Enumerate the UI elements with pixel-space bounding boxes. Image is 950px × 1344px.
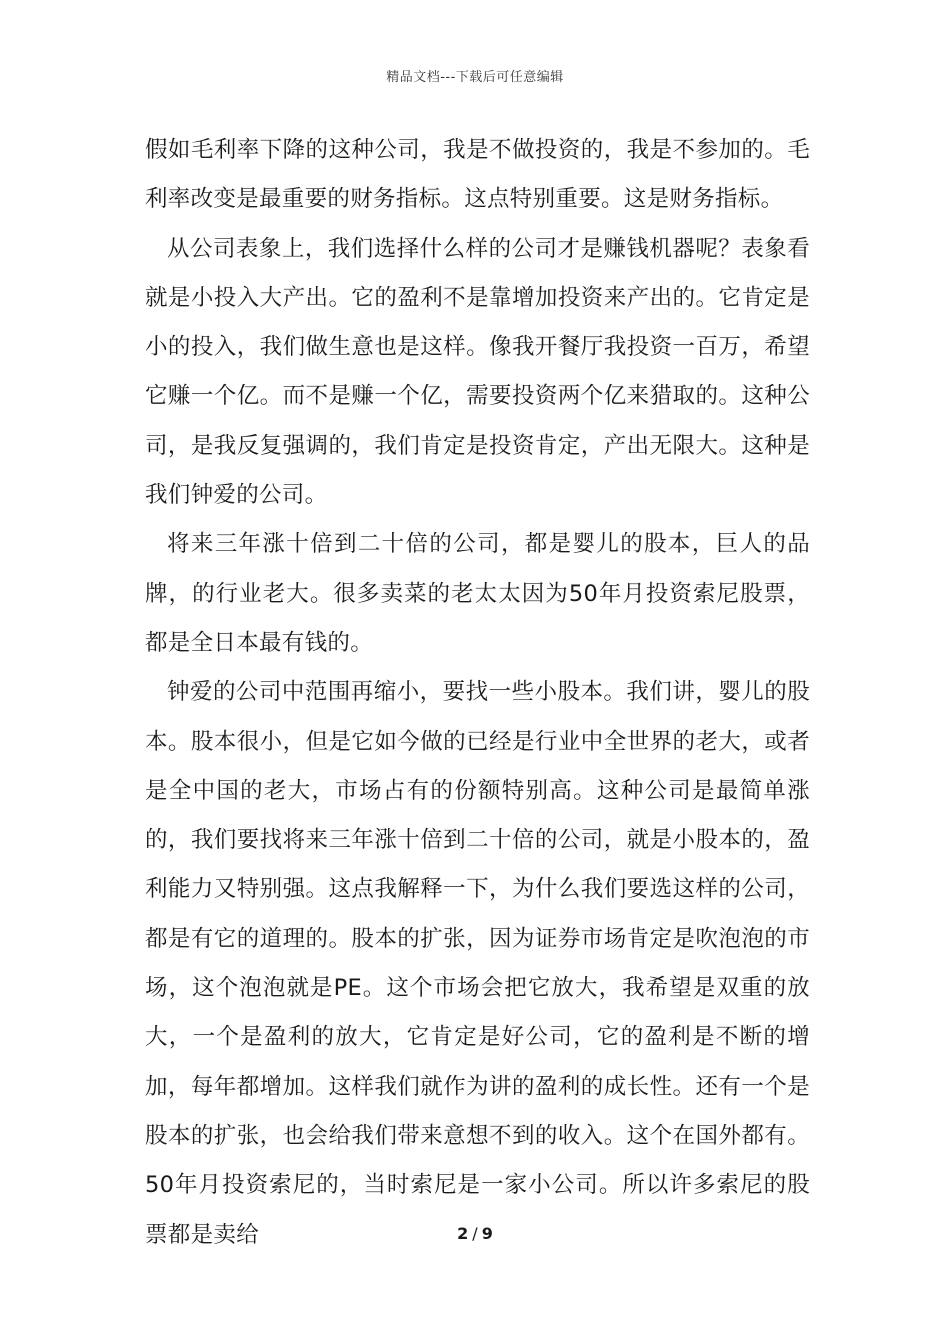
page-number [0, 1224, 950, 1243]
paragraph-1: 假如毛利率下降的这种公司，我是不做投资的，我是不参加的。毛利率改变是最重要的财务指标。这点特别重要。这是财务指标。 [145, 137, 810, 213]
paragraph-4: 钟爱的公司中范围再缩小，要找一些小股本。我们讲，婴儿的股本。股本很小，但是它如今做的已经是行业中全世界的老大，或者是全中国的老大，市场占有的份额特别高。这种公司是最简单涨的，我们要找将来三年涨十倍到二十倍的公司，就是小股本的，盈利能力又特别强。这点我解释一下，为什么我们要选这样的公司，都是有它的道理的。股本的扩张，因为证券市场肯定是吹泡泡的市场，这个泡泡就是PE。这个市场会把它放大，我希望是双重的放大，一个是盈利的放大，它肯定是好公司，它的盈利是不断的增加，每年都增加。这样我们就作为讲的盈利的成长性。还有一个是股本的扩张，也会给我们带来意想不到的收入。这个在国外都有。50年月投资索尼的，当时索尼是一家小公司。所以许多索尼的股票都是卖给 [145, 679, 810, 1248]
page-separator: / [472, 1224, 478, 1243]
total-page-count: 9 [481, 1224, 493, 1243]
document-body [145, 126, 810, 1260]
paragraph-2: 从公司表象上，我们选择什么样的公司才是赚钱机器呢？表象看就是小投入大产出。它的盈利不是靠增加投资来产出的。它肯定是小的投入，我们做生意也是这样。像我开餐厅我投资一百万，希望它赚一个亿。而不是赚一个亿，需要投资两个亿来猎取的。这种公司，是我反复强调的，我们肯定是投资肯定，产出无限大。这种是我们钟爱的公司。 [145, 235, 810, 509]
paragraph-3: 将来三年涨十倍到二十倍的公司，都是婴儿的股本，巨人的品牌，的行业老大。很多卖菜的老太太因为50年月投资索尼股票，都是全日本最有钱的。 [145, 531, 810, 656]
current-page-number: 2 [457, 1224, 469, 1243]
page-header: 精品文档---下载后可任意编辑 [386, 70, 564, 85]
